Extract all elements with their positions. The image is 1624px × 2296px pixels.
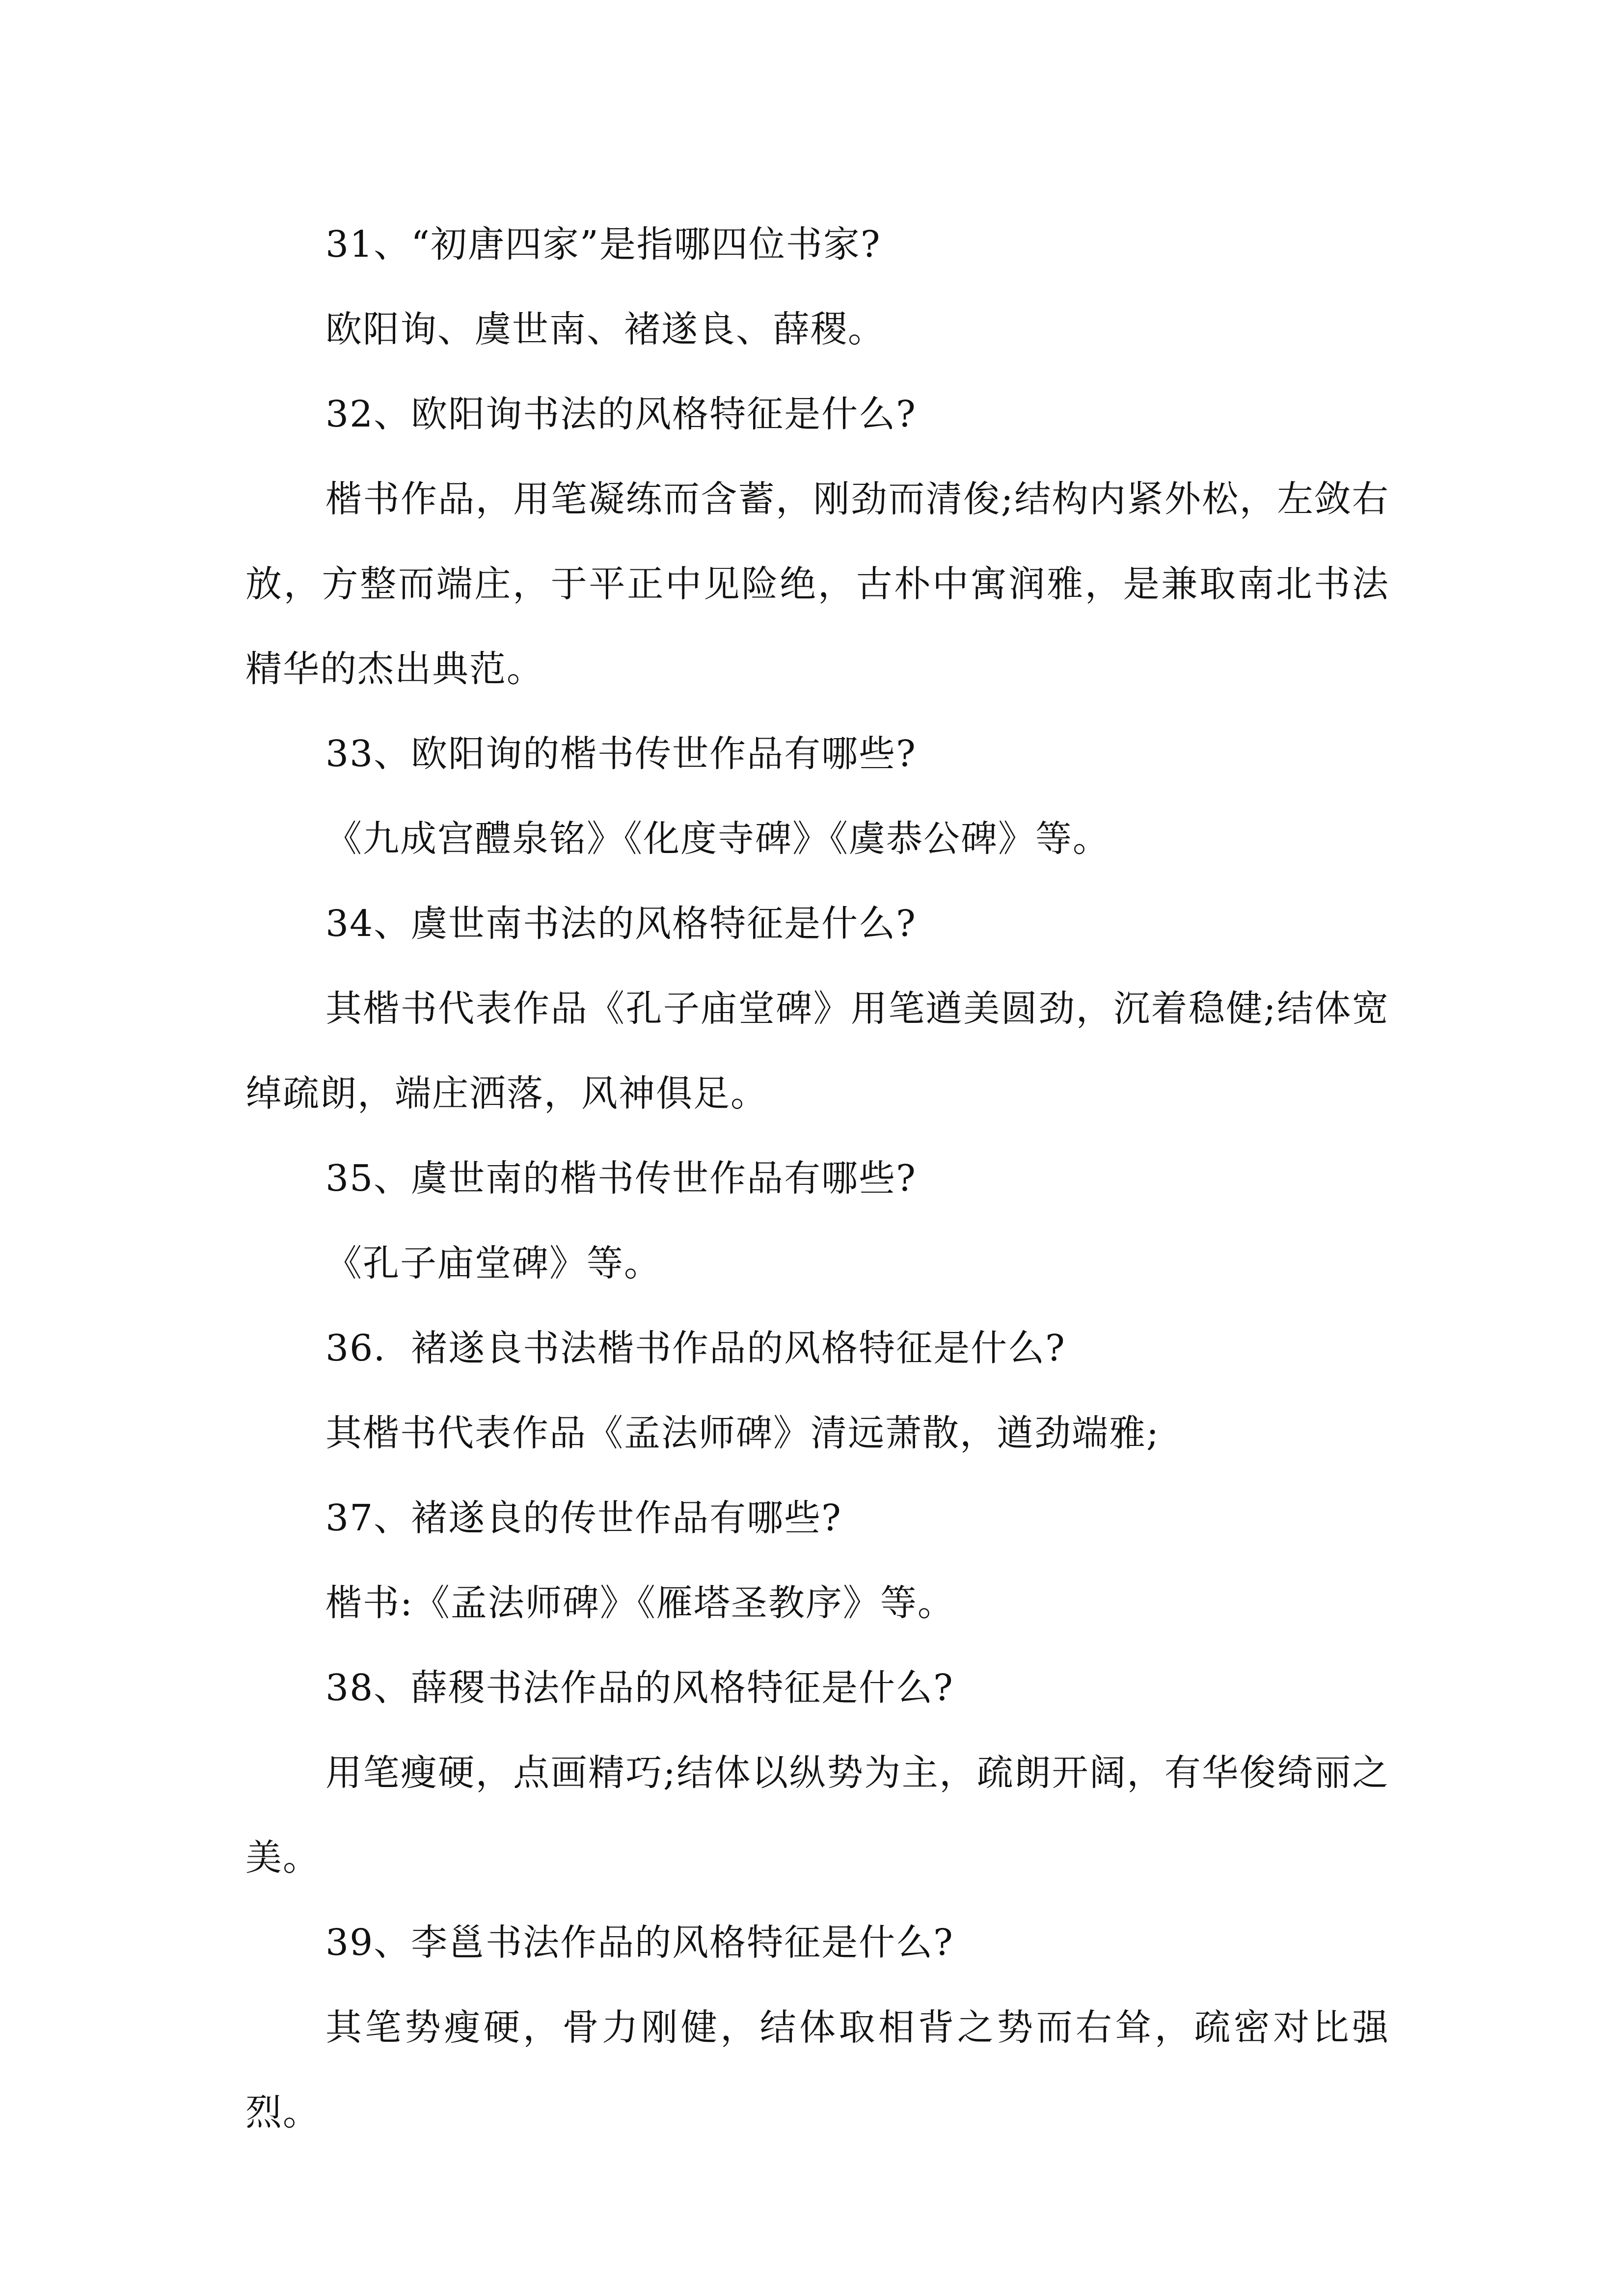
answer-38: 用笔瘦硬，点画精巧;结体以纵势为主，疏朗开阔，有华俊绮丽之美。: [245, 1752, 1389, 1879]
answer-36: 其楷书代表作品《孟法师碑》清远萧散，遒劲端雅;: [325, 1412, 1160, 1454]
answer-31: 欧阳询、虞世南、褚遂良、薛稷。: [325, 308, 885, 350]
answer-35: 《孔子庙堂碑》等。: [325, 1242, 661, 1284]
question-35: 35、虞世南的楷书传世作品有哪些?: [325, 1157, 917, 1200]
question-34: 34、虞世南书法的风格特征是什么?: [325, 903, 917, 945]
question-32: 32、欧阳询书法的风格特征是什么?: [325, 393, 917, 435]
question-39: 39、李邕书法作品的风格特征是什么?: [325, 1922, 954, 1964]
answer-33: 《九成宫醴泉铭》《化度寺碑》《虞恭公碑》等。: [325, 818, 1110, 860]
question-37: 37、褚遂良的传世作品有哪些?: [325, 1497, 842, 1539]
question-36: 36．褚遂良书法楷书作品的风格特征是什么?: [325, 1327, 1066, 1369]
answer-37: 楷书:《孟法师碑》《雁塔圣教序》等。: [325, 1582, 955, 1624]
answer-34: 其楷书代表作品《孔子庙堂碑》用笔遒美圆劲，沉着稳健;结体宽绰疏朗，端庄洒落，风神俱足。: [245, 988, 1389, 1115]
answer-32: 楷书作品，用笔凝练而含蓄，刚劲而清俊;结构内紧外松，左敛右放，方整而端庄，于平正中见险绝，古朴中寓润雅，是兼取南北书法精华的杰出典范。: [245, 478, 1389, 690]
document-body: [245, 202, 1389, 2155]
question-33: 33、欧阳询的楷书传世作品有哪些?: [325, 733, 917, 775]
answer-39: 其笔势瘦硬，骨力刚健，结体取相背之势而右耸，疏密对比强烈。: [245, 2006, 1389, 2134]
question-31: 31、“初唐四家”是指哪四位书家?: [325, 223, 881, 266]
question-38: 38、薛稷书法作品的风格特征是什么?: [325, 1667, 954, 1709]
